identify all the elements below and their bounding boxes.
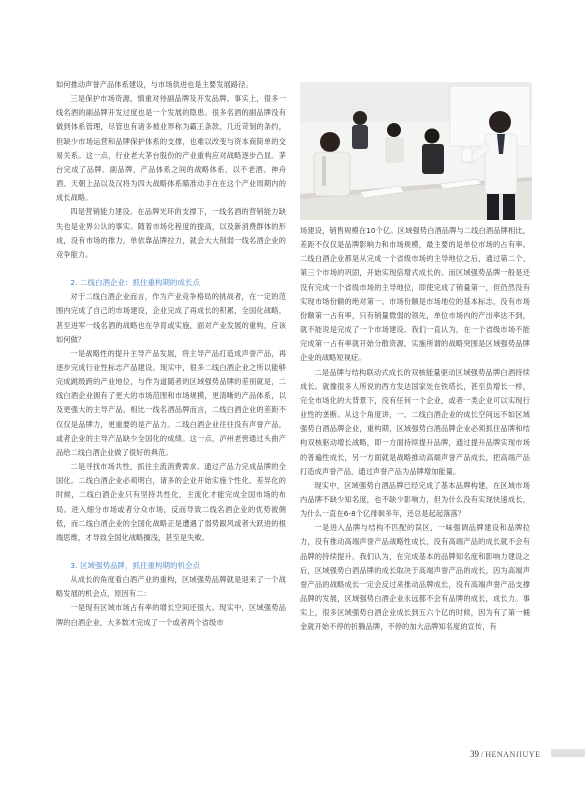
paragraph: 从成长的角度看白酒产业的重构，区域强势品牌就是迎来了一个战略发展的机会点，原因有二： (56, 575, 286, 599)
paragraph: 如何推动声誉产品体系建设，与市场供进也是主要发展路径。 (56, 80, 253, 89)
paragraph: 场建设，销售规模在10个亿。区域强势白酒品牌与二线白酒品牌相比，差距不仅仅是品牌影响力和市场规模，最主要的是单位市场的占有率。二线白酒企业都是从完成一个省级市场的主导地位之后，通过第二个、第三个市场的巩固，开始实现倍增式成长的。而区域强势品牌一般是还没有完成一个省级市场的主导地位，即使完成了销量第一，但仍然没有实现市场份额的绝对第一。市场份额是市场地位的基本标志，没有市场份额第一占有率，只有销量微弱的领先，单位市场内的产出率达不到，就不能说是完成了一个市场建设。我们一直认为，在一个省级市场不能完成第一占有率就开始分散资源，实施所谓的战略突围是区域强势品牌企业的战略短视症。 (300, 226, 530, 363)
paragraph: 现实中，区域强势白酒品牌已经完成了基本品牌构建，在区域市场内品牌不缺少知名度，也不缺少影响力，但为什么没有实现快速成长，为什么一直在6-8个亿徘徊多年，还总是起起落落？ (300, 480, 530, 519)
paragraph: 对于二线白酒企业而言，作为产业竞争格局的挑战者，在一定的范围内完成了自己的市场建设，企业完成了再成长的积累，全国化战略，甚至进军一线名酒的战略也在孕育或实施，面对产业发展的重构，应该如何做？ (56, 292, 286, 344)
left-column (56, 78, 286, 630)
paragraph: 一是进入品牌与结构不匹配的误区，一味强调品牌建设和品牌拉力，没有推动高端声誉产品战略性成长，没有高端产品的成长就不会有品牌的持续提升。我们认为，在完成基本的品牌知名度和影响力建设之后，区域强势白酒品牌的成长取决于高端声誉产品的成长，因为高端声誉产品的战略成长一定会反过来推动品牌成长，没有高端声誉产品支撑品牌的发展，区域强势白酒企业永远都不会有品牌的成长，成长力。事实上，很多区域强势白酒企业成长到五六个亿的时候，因为有了第一桶金就开始不停的折腾品牌，不停的加大品牌知名度的宣传，有 (300, 523, 530, 632)
footer-separator: / (479, 750, 486, 759)
paragraph: 四是营销能力建设。在品牌光环的支撑下，一线名酒的营销能力缺失也是业界公认的事实。随着市场化程度的提高，以及新消费群体的形成，没有市场的推力，单依靠品牌拉力，就会大大削弱一线名酒企业的竞争能力。 (56, 207, 286, 259)
magazine-name: HENANJIUYE (485, 750, 541, 759)
meeting-photo (300, 82, 532, 220)
paragraph: 二是品牌与结构联动式成长的双核能量驱动区域强势品牌白酒持续成长。就像很多人所说的西方发达国家处在铁塔长，甚至负增长一样，完全市场化的大背景下，没有任何一个企业，或者一类企业可以实现行业性的垄断。从这个角度讲，一、二线白酒企业的成长空间远不如区域强势白酒品牌企业，重构期，区域强势白酒品牌企业必须抓住品牌和结构双核驱动增长战略，即一方面持续提升品牌，通过提升品牌实现市场的普遍性成长，另一方面就是战略推动高端声誉产品成长，把高端产品打造成声誉产品，通过声誉产品为品牌增加能量。 (300, 367, 530, 476)
right-column (300, 224, 530, 635)
section-heading: 2. 二线白酒企业：抓住重构期的成长点 (70, 278, 200, 288)
paragraph: 一是现有区域市场占有率的增长空间还很大。现实中，区域强势品牌的白酒企业，大多数才完成了一个或者两个省级市 (56, 603, 286, 627)
paragraph: 一是战略性的提升主导产品发展，将主导产品打造成声誉产品，再逐步完成行业性标志产品建设。现实中，很多二线白酒企业之所以能够完成跳级跨的产业地位，与作为道随者的区域强势品牌的差别就是，二线白酒企业拥有了更大的市场范围和市场规模，更清晰的产品体系，以及更强大的主导产品。相比一线名酒品牌而言，二线白酒企业的差距不仅仅是品牌力，更重要的是产品力。二线白酒企业往往没有声誉产品，或者企业的主导产品缺少全国化的成绩。这一点，泸州老窖通过头曲产品给二线白酒企业做了很好的典范。 (56, 348, 286, 457)
page-footer (470, 749, 540, 759)
footer-bar (551, 749, 585, 757)
section-heading: 3. 区域强势品牌，抓住重构期的机会点 (70, 561, 200, 570)
page-number: 39 (470, 749, 479, 759)
paragraph: 三是保护市场资源，慎重对待副品牌及开发品牌。事实上，很多一线名酒的副品牌开发过度也是一个发展的隐患。很多名酒的副品牌没有做到体系管理，尽管也有诸多被业界称为霸王条款、几近苛刻的条约，但缺少市场运营和品牌保护体系的支撑，也难以改变与资本商简单的交易关系。这一点，行业老大茅台股份的产业重构应对战略逐步凸显。茅台完成了品牌、副品牌、产品体系之间的战略体系，以不老酒、神舟酒、天朝上品以及汉将为四大战略体系瞄准动手在在这个产业周期内的成长战略。 (56, 94, 286, 203)
paragraph: 二是寻找市场共性，抓住主流消费需求。通过产品力完成品牌的全国化。二线白酒企业必须明白，诸多的企业开始实施个性化、差异化的时候，二线白酒企业只有坚持共性化，主流化才能完成全国市场的布局。进入细分市场或者分众市场，反而导致二线名酒企业的优势被侧低，而二线白酒企业的全国化战略正是遭遇了弱势跟风或者大跃进的根端思维，才导致全国化战略搁浅，甚至是失败。 (56, 462, 286, 542)
